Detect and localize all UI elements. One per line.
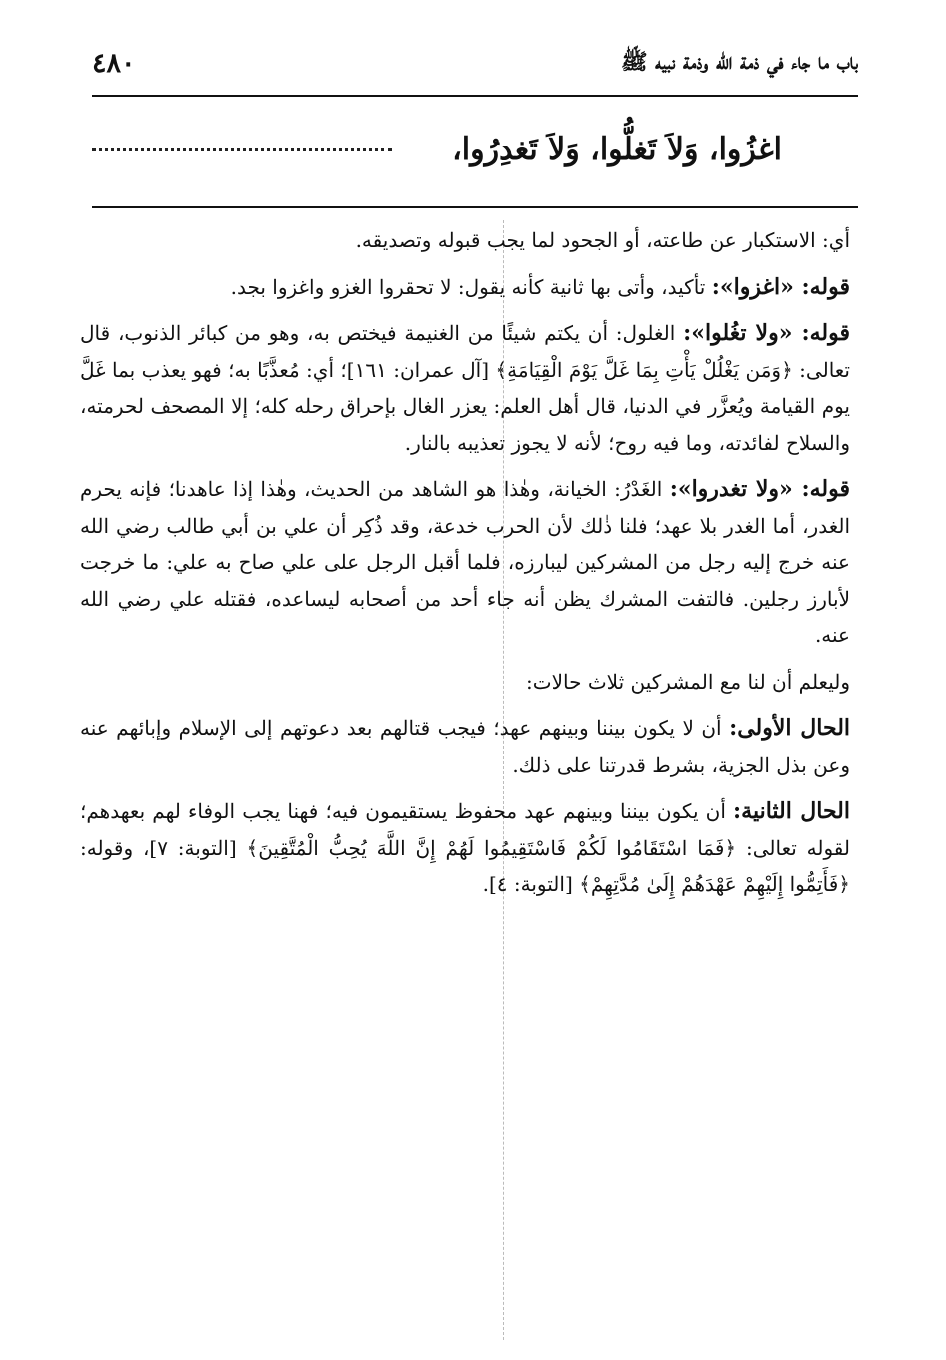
commentary-body <box>80 222 850 913</box>
paragraph-lead: قوله: «اغزوا»: <box>711 273 850 300</box>
paragraph-lead: قوله: «ولا تغدروا»: <box>669 476 850 502</box>
paragraph-text: تأكيد، وأتى بها ثانية كأنه يقول: لا تحقروا الغزو واغزوا بجد. <box>230 274 706 299</box>
paragraph <box>80 664 850 701</box>
paragraph-text: وليعلم أن لنا مع المشركين ثلاث حالات: <box>526 669 850 694</box>
paragraph-lead: الحال الثانية: <box>733 798 850 824</box>
paragraph-text: الغَدْرُ: الخيانة، وهٰذا هو الشاهد من الحديث، وهٰذا إذا عاهدنا؛ فإنه يحرم الغدر، أما الغدر بلا عهد؛ فلنا ذٰلك لأن الحرب خدعة، وقد ذُكِر أن علي بن أبي طالب رضي الله عنه خرج إليه رجل من المشركين ليبارزه، فلما أقبل الرجل على علي صاح به علي: ما خرجت لأبارز رجلين. فالتفت المشرك يظن أنه جاء أحد من أصحابه ليساعده، فقتله علي رضي الله عنه. <box>80 477 850 647</box>
paragraph <box>80 710 850 783</box>
paragraph-text: أي: الاستكبار عن طاعته، أو الجحود لما يجب قبوله وتصديقه. <box>355 228 850 252</box>
hadith-heading: اغزُوا، وَلاَ تَغلُّوا، وَلاَ تَغدِرُوا، <box>452 132 782 167</box>
heading-rule <box>92 206 858 208</box>
page-number: ٤٨٠ <box>92 48 136 79</box>
paragraph-lead: الحال الأولى: <box>729 715 851 741</box>
paragraph-text: أن لا يكون بيننا وبينهم عهد؛ فيجب قتالهم بعد دعوتهم إلى الإسلام وإبائهم عنه وعن بذل الجزية، بشرط قدرتنا على ذلك. <box>80 716 850 777</box>
paragraph <box>80 471 850 654</box>
paragraph <box>80 269 850 306</box>
paragraph-text: أن يكون بيننا وبينهم عهد محفوظ يستقيمون فيه؛ فهنا يجب الوفاء لهم بعهدهم؛ لقوله تعالى: ﴿فَمَا اسْتَقَامُوا لَكُمْ فَاسْتَقِيمُوا لَهُمْ إِنَّ اللَّهَ يُحِبُّ الْمُتَّقِينَ﴾ [التوبة: ٧]، وقوله: ﴿فَأَتِمُّوا إِلَيْهِمْ عَهْدَهُمْ إِلَىٰ مُدَّتِهِمْ﴾ [التوبة: ٤]. <box>80 799 850 896</box>
paragraph <box>80 793 850 903</box>
running-head: باب ما جاء في ذمة الله وذمة نبيه ﷺ <box>620 49 858 75</box>
paragraph <box>80 222 850 259</box>
dotted-leader <box>92 148 392 151</box>
page-header <box>92 40 858 90</box>
paragraph <box>80 315 850 461</box>
paragraph-lead: قوله: «ولا تغُلوا»: <box>683 320 851 346</box>
header-rule <box>92 95 858 97</box>
paragraph-text: الغلول: أن يكتم شيئًا من الغنيمة فيختص به، وهو من كبائر الذنوب، قال تعالى: ﴿وَمَن يَغْلُلْ يَأْتِ بِمَا غَلَّ يَوْمَ الْقِيَامَةِ﴾ [آل عمران: ١٦١]؛ أي: مُعذَّبًا به؛ فهو يعذب بما غَلَّ يوم القيامة ويُعزَّر في الدنيا، قال أهل العلم: يعزر الغال بإحراق رحله كله؛ إلا المصحف لحرمته، والسلاح لفائدته، وما فيه روح؛ لأنه لا يجوز تعذيبه بالنار. <box>80 321 850 455</box>
